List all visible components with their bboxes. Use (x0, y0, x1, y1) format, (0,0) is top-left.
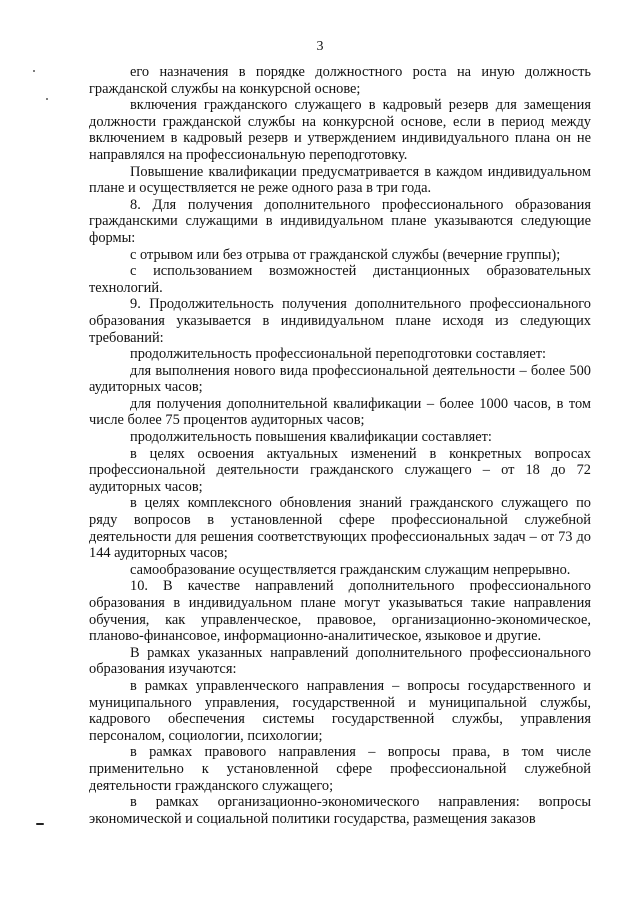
paragraph: с использованием возможностей дистанционных образовательных технологий. (89, 263, 591, 296)
paragraph: в рамках управленческого направления – вопросы государственного и муниципального управления, государственной и муниципальной службы, кадрового обеспечения системы государственной службы, управления персоналом, социологии, психологии; (89, 677, 591, 744)
scan-speck (46, 98, 48, 100)
paragraph: включения гражданского служащего в кадровый резерв для замещения должности гражданской службы на конкурсной основе, если в период между включением в кадровый резерв и утверждением индивидуального плана он не направлялся на профессиональную переподготовку. (89, 97, 591, 163)
paragraph: продолжительность профессиональной переподготовки составляет: (130, 346, 546, 363)
margin-dash-mark (36, 823, 44, 825)
paragraph: в рамках правового направления – вопросы права, в том числе применительно к установленной сфере профессиональной служебной деятельности гражданского служащего; (89, 744, 591, 794)
paragraph: 9. Продолжительность получения дополнительного профессионального образования указывается в индивидуальном плане исходя из следующих требований: (89, 296, 591, 346)
paragraph: самообразование осуществляется гражданским служащим непрерывно. (130, 561, 571, 578)
paragraph: в целях комплексного обновления знаний гражданского служащего по ряду вопросов в установленной сфере профессиональной служебной деятельности для решения соответствующих профессиональных задач – от 73 до 144 аудиторных часов; (89, 495, 591, 562)
paragraph: 8. Для получения дополнительного профессионального образования гражданскими служащими в индивидуальном плане указываются следующие формы: (89, 196, 591, 246)
paragraph: в целях освоения актуальных изменений в конкретных вопросах профессиональной деятельности гражданского служащего – от 18 до 72 аудиторных часов; (89, 445, 591, 495)
paragraph: 10. В качестве направлений дополнительного профессионального образования в индивидуальном плане могут указываться такие направления обучения, как управленческое, правовое, организационно-экономическое, планово-финансовое, информационно-аналитическое, языковое и другие. (89, 578, 591, 645)
paragraph: для получения дополнительной квалификации – более 1000 часов, в том числе более 75 процентов аудиторных часов; (89, 395, 591, 429)
paragraph: Повышение квалификации предусматривается в каждом индивидуальном плане и осуществляется не реже одного раза в три года. (89, 163, 591, 197)
paragraph: В рамках указанных направлений дополнительного профессионального образования изучаются: (89, 644, 591, 678)
paragraph: для выполнения нового вида профессиональной деятельности – более 500 аудиторных часов; (89, 362, 591, 396)
paragraph: продолжительность повышения квалификации составляет: (130, 429, 492, 446)
page-number: 3 (316, 39, 324, 54)
scan-speck (33, 70, 35, 72)
paragraph: с отрывом или без отрыва от гражданской службы (вечерние группы); (130, 246, 561, 263)
paragraph: в рамках организационно-экономического направления: вопросы экономической и социальной политики государства, размещения заказов (89, 794, 591, 827)
document-body (89, 64, 591, 827)
paragraph: его назначения в порядке должностного роста на иную должность гражданской службы на конкурсной основе; (89, 64, 591, 97)
